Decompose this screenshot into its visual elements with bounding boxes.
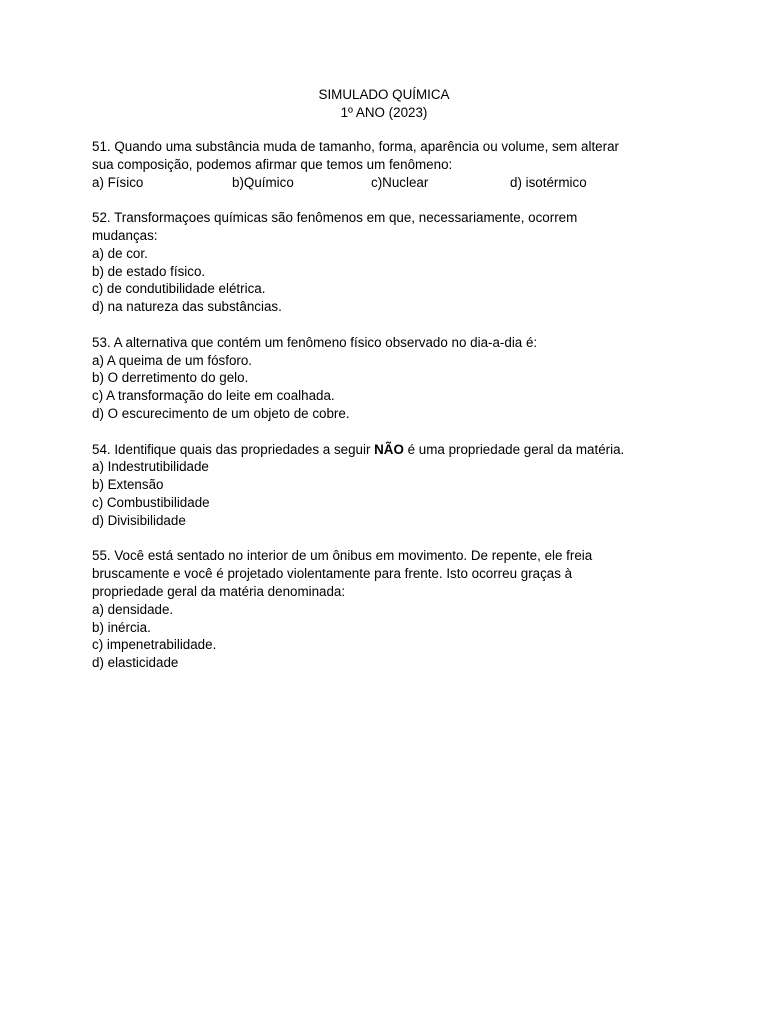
option-d: d) na natureza das substâncias. — [92, 299, 282, 315]
option-d: d) isotérmico — [510, 174, 587, 190]
document-subtitle: 1º ANO (2023) — [340, 104, 428, 120]
document-header — [0, 86, 768, 122]
option-c: c) Combustibilidade — [92, 494, 210, 510]
options-row — [92, 174, 692, 192]
option-b: b) de estado físico. — [92, 263, 206, 279]
questions-list — [92, 138, 692, 690]
option-c: c) de condutibilidade elétrica. — [92, 281, 266, 297]
option-b: b)Químico — [232, 174, 294, 190]
question-text — [92, 441, 692, 459]
question-text: bruscamente e você é projetado violentamente para frente. Isto ocorreu graças à — [92, 566, 573, 582]
question-53 — [92, 334, 692, 423]
option-b: b) O derretimento do gelo. — [92, 370, 249, 386]
question-text: 52. Transformaçoes químicas são fenômenos em que, necessariamente, ocorrem — [92, 210, 578, 226]
option-b: b) Extensão — [92, 477, 164, 493]
question-text: mudanças: — [92, 227, 158, 243]
document-title: SIMULADO QUÍMICA — [318, 87, 450, 102]
option-a: a) A queima de um fósforo. — [92, 352, 253, 368]
option-d: d) Divisibilidade — [92, 512, 186, 528]
option-a: a) de cor. — [92, 245, 148, 261]
option-a: a) densidade. — [92, 601, 174, 617]
option-b: b) inércia. — [92, 619, 151, 635]
option-c: c) impenetrabilidade. — [92, 637, 217, 653]
question-55 — [92, 547, 692, 672]
question-text: propriedade geral da matéria denominada: — [92, 583, 346, 599]
option-a: a) Físico — [92, 174, 144, 190]
question-text-suffix: é uma propriedade geral da matéria. — [403, 441, 625, 457]
option-a: a) Indestrutibilidade — [92, 459, 209, 475]
question-text-prefix: 54. Identifique quais das propriedades a seguir — [92, 441, 375, 457]
option-d: d) elasticidade — [92, 655, 179, 671]
question-text: 53. A alternativa que contém um fenômeno físico observado no dia-a-dia é: — [92, 334, 538, 350]
option-c: c) A transformação do leite em coalhada. — [92, 388, 335, 404]
question-54 — [92, 441, 692, 530]
question-text: sua composição, podemos afirmar que temos um fenômeno: — [92, 156, 453, 172]
question-52 — [92, 209, 692, 316]
question-text: 55. Você está sentado no interior de um ônibus em movimento. De repente, ele freia — [92, 548, 593, 564]
question-emphasis: NÃO — [374, 441, 404, 457]
option-c: c)Nuclear — [371, 174, 429, 190]
option-d: d) O escurecimento de um objeto de cobre. — [92, 405, 350, 421]
question-51 — [92, 138, 692, 191]
question-text: 51. Quando uma substância muda de tamanho, forma, aparência ou volume, sem alterar — [92, 139, 619, 154]
